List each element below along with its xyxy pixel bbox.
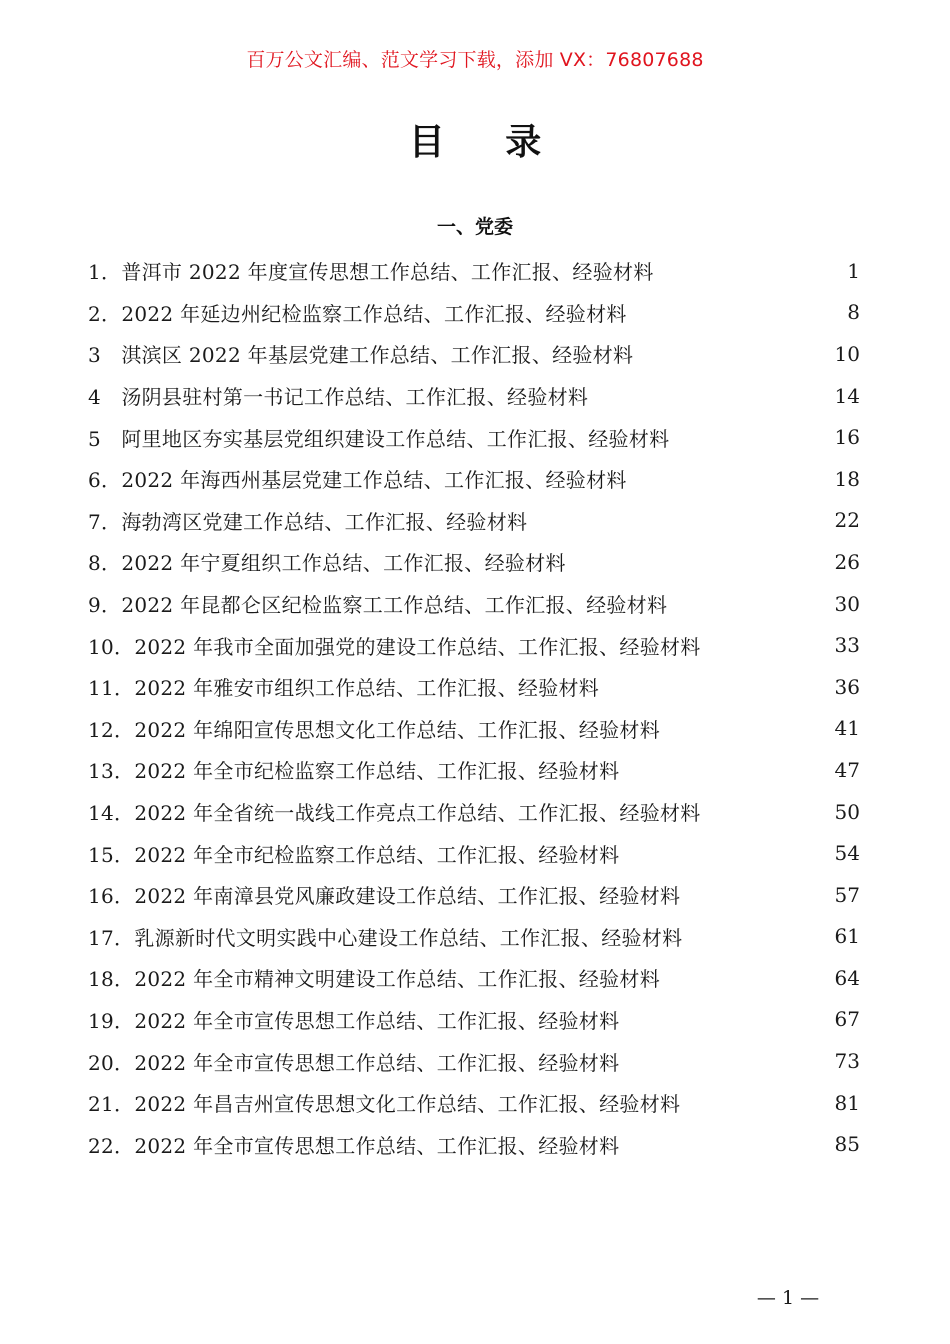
toc-entry-title: 6．2022 年海西州基层党建工作总结、工作汇报、经验材料 — [88, 468, 627, 493]
toc-entry-page-number: 16 — [834, 425, 860, 450]
toc-entry[interactable] — [88, 250, 860, 292]
toc-entry-title: 16．2022 年南漳县党风廉政建设工作总结、工作汇报、经验材料 — [88, 884, 681, 909]
toc-entry-page-number: 36 — [834, 674, 860, 699]
toc-entry[interactable] — [88, 583, 860, 625]
toc-entry[interactable] — [88, 666, 860, 708]
toc-entry[interactable] — [88, 292, 860, 334]
toc-entry[interactable] — [88, 416, 860, 458]
toc-entry-page-number: 73 — [834, 1049, 860, 1074]
toc-entry-title: 1．普洱市 2022 年度宣传思想工作总结、工作汇报、经验材料 — [88, 260, 654, 285]
toc-entry-title: 18．2022 年全市精神文明建设工作总结、工作汇报、经验材料 — [88, 967, 661, 992]
toc-entry-page-number: 50 — [834, 799, 860, 824]
table-of-contents — [88, 250, 860, 1165]
toc-entry-page-number: 64 — [834, 965, 860, 990]
toc-entry-page-number: 22 — [834, 508, 860, 533]
section-heading: 一、党委 — [436, 216, 513, 238]
toc-entry-page-number: 30 — [834, 591, 860, 616]
toc-entry-page-number: 85 — [834, 1132, 860, 1157]
toc-entry-title: 2．2022 年延边州纪检监察工作总结、工作汇报、经验材料 — [88, 301, 627, 326]
toc-entry[interactable] — [88, 1082, 860, 1124]
toc-entry[interactable] — [88, 541, 860, 583]
toc-entry[interactable] — [88, 624, 860, 666]
toc-entry[interactable] — [88, 916, 860, 958]
toc-entry[interactable] — [88, 1040, 860, 1082]
toc-entry-title: 10．2022 年我市全面加强党的建设工作总结、工作汇报、经验材料 — [88, 634, 701, 659]
toc-entry-title: 13．2022 年全市纪检监察工作总结、工作汇报、经验材料 — [88, 759, 620, 784]
toc-entry-title: 9．2022 年昆都仑区纪检监察工工作总结、工作汇报、经验材料 — [88, 593, 668, 618]
toc-entry-page-number: 10 — [834, 341, 860, 366]
toc-entry-title: 15．2022 年全市纪检监察工作总结、工作汇报、经验材料 — [88, 842, 620, 867]
toc-entry-title: 4 汤阴县驻村第一书记工作总结、工作汇报、经验材料 — [88, 385, 589, 410]
toc-entry[interactable] — [88, 832, 860, 874]
toc-entry-title: 7．海勃湾区党建工作总结、工作汇报、经验材料 — [88, 509, 528, 534]
toc-entry[interactable] — [88, 791, 860, 833]
page-number-footer: — 1 — — [756, 1287, 820, 1309]
toc-entry-title: 14．2022 年全省统一战线工作亮点工作总结、工作汇报、经验材料 — [88, 801, 701, 826]
toc-entry-page-number: 41 — [834, 716, 860, 741]
toc-entry-title: 21．2022 年昌吉州宣传思想文化工作总结、工作汇报、经验材料 — [88, 1092, 681, 1117]
toc-entry-page-number: 1 — [847, 258, 860, 283]
toc-entry-page-number: 8 — [847, 300, 860, 325]
toc-entry-page-number: 33 — [834, 633, 860, 658]
toc-entry-page-number: 26 — [834, 549, 860, 574]
toc-entry-page-number: 14 — [834, 383, 860, 408]
toc-entry-title: 20．2022 年全市宣传思想工作总结、工作汇报、经验材料 — [88, 1050, 620, 1075]
toc-entry[interactable] — [88, 500, 860, 542]
toc-entry[interactable] — [88, 458, 860, 500]
toc-entry-title: 19．2022 年全市宣传思想工作总结、工作汇报、经验材料 — [88, 1008, 620, 1033]
toc-entry[interactable] — [88, 749, 860, 791]
toc-entry-page-number: 18 — [834, 466, 860, 491]
page-title: 目 录 — [408, 122, 566, 163]
toc-entry-page-number: 54 — [834, 841, 860, 866]
watermark-banner: 百万公文汇编、范文学习下载，添加 VX：76807688 — [246, 49, 704, 71]
toc-entry[interactable] — [88, 1123, 860, 1165]
toc-entry[interactable] — [88, 708, 860, 750]
toc-entry-title: 8．2022 年宁夏组织工作总结、工作汇报、经验材料 — [88, 551, 566, 576]
toc-entry-title: 11．2022 年雅安市组织工作总结、工作汇报、经验材料 — [88, 676, 600, 701]
toc-entry-title: 17．乳源新时代文明实践中心建设工作总结、工作汇报、经验材料 — [88, 925, 683, 950]
toc-entry[interactable] — [88, 375, 860, 417]
toc-entry-page-number: 47 — [834, 757, 860, 782]
toc-entry-page-number: 57 — [834, 882, 860, 907]
toc-entry[interactable] — [88, 333, 860, 375]
toc-entry-title: 3 淇滨区 2022 年基层党建工作总结、工作汇报、经验材料 — [88, 343, 634, 368]
toc-entry-title: 12．2022 年绵阳宣传思想文化工作总结、工作汇报、经验材料 — [88, 717, 661, 742]
toc-entry[interactable] — [88, 999, 860, 1041]
toc-entry-title: 22．2022 年全市宣传思想工作总结、工作汇报、经验材料 — [88, 1133, 620, 1158]
toc-entry-title: 5 阿里地区夯实基层党组织建设工作总结、工作汇报、经验材料 — [88, 426, 670, 451]
toc-entry[interactable] — [88, 957, 860, 999]
toc-entry[interactable] — [88, 874, 860, 916]
toc-entry-page-number: 61 — [834, 924, 860, 949]
toc-entry-page-number: 81 — [834, 1090, 860, 1115]
toc-entry-page-number: 67 — [834, 1007, 860, 1032]
